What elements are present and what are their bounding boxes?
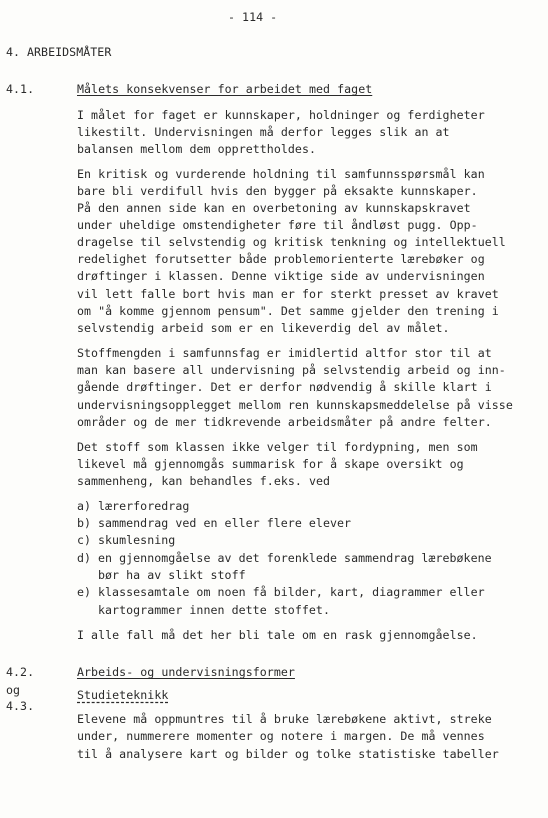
list-item-text: klassesamtale om noen få bilder, kart, diagrammer eller <box>98 585 485 599</box>
paragraph-line: Det stoff som klassen ikke velger til fordypning, men som <box>77 440 478 454</box>
paragraph-line: dragelse til selvstendig og kritisk tenkning og intellektuell <box>77 235 506 249</box>
page-number: - 114 - <box>228 10 278 24</box>
paragraph-line: drøftinger i klassen. Denne viktige side av undervisningen <box>77 269 485 283</box>
paragraph-line: I alle fall må det her bli tale om en rask gjennomgåelse. <box>77 628 478 642</box>
paragraph-line: under uheldige omstendigheter føre til åndløst pugg. Opp- <box>77 218 478 232</box>
paragraph-line: man kan basere all undervisning på selvstendig arbeid og inn- <box>77 363 506 377</box>
list-item-label: b) <box>77 516 92 530</box>
paragraph-line: selvstendig arbeid som er en likeverdig del av målet. <box>77 321 450 335</box>
list-item-label: c) <box>77 533 92 547</box>
chapter-number: 4. <box>6 45 21 59</box>
chapter-title: ARBEIDSMÅTER <box>27 45 112 59</box>
paragraph-line: om "å komme gjennom pensum". Det samme gjelder den trening i <box>77 304 499 318</box>
paragraph-line: sammenheng, kan behandles f.eks. ved <box>77 474 331 488</box>
paragraph-line: En kritisk og vurderende holdning til samfunnsspørsmål kan <box>77 167 485 181</box>
paragraph-line: områder og de mer tidkrevende arbeidsmåter på andre felter. <box>77 415 492 429</box>
paragraph-line: vil lett falle bort hvis man er for sterkt presset av kravet <box>77 287 499 301</box>
paragraph-line: Stoffmengden i samfunnsfag er imidlertid altfor stor til at <box>77 346 492 360</box>
paragraph-line: likestilt. Undervisningen må derfor legges slik an at <box>77 125 450 139</box>
list-item-text: lærerforedrag <box>98 499 190 513</box>
list-item-label: e) <box>77 585 92 599</box>
paragraph-line: under, nummerere momenter og notere i margen. De må vennes <box>77 729 485 743</box>
section-number: 4.1. <box>6 82 35 96</box>
paragraph-line: undervisningsopplegget mellom ren kunnskapsmeddelelse på visse <box>77 398 513 412</box>
section-number: 4.2. <box>6 665 35 679</box>
paragraph-line: til å analysere kart og bilder og tolke statistiske tabeller <box>77 747 499 761</box>
paragraph-line: På den annen side kan en overbetoning av kunnskapskravet <box>77 201 471 215</box>
list-item-text: sammendrag ved en eller flere elever <box>98 516 352 530</box>
list-item-text: en gjennomgåelse av det forenklede sammendrag lærebøkene <box>98 551 492 565</box>
list-item-label: d) <box>77 551 92 565</box>
list-item-text: kartogrammer innen dette stoffet. <box>98 603 330 617</box>
paragraph-line: redelighet forutsetter både problemorienterte lærebøker og <box>77 252 485 266</box>
section-heading: Arbeids- og undervisningsformer <box>77 665 295 679</box>
section-heading: Målets konsekvenser for arbeidet med faget <box>77 82 373 96</box>
list-item-text: bør ha av slikt stoff <box>98 568 246 582</box>
paragraph-line: I målet for faget er kunnskaper, holdninger og ferdigheter <box>77 108 485 122</box>
section-number: 4.3. <box>6 699 35 713</box>
paragraph-line: Elevene må oppmuntres til å bruke lærebøkene aktivt, streke <box>77 712 492 726</box>
section-heading: Studieteknikk <box>77 688 169 702</box>
list-item-label: a) <box>77 499 92 513</box>
paragraph-line: bare bli verdifull hvis den bygger på eksakte kunnskaper. <box>77 184 478 198</box>
list-item-text: skumlesning <box>98 533 176 547</box>
section-connector: og <box>6 683 21 697</box>
paragraph-line: gående drøftinger. Det er derfor nødvendig å skille klart i <box>77 380 492 394</box>
paragraph-line: balansen mellom dem opprettholdes. <box>77 142 317 156</box>
paragraph-line: likevel må gjennomgås summarisk for å skape oversikt og <box>77 457 464 471</box>
